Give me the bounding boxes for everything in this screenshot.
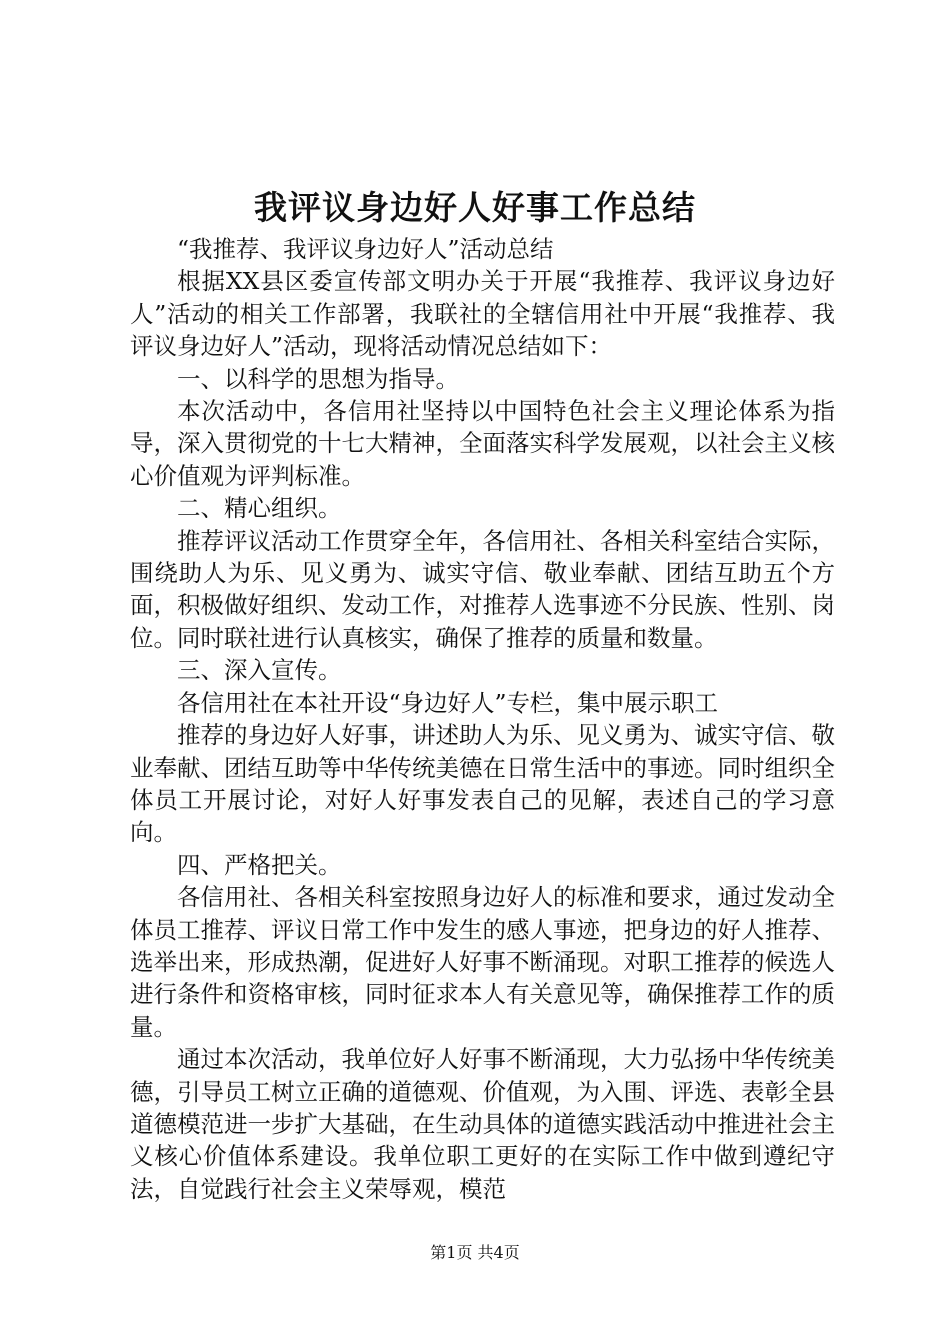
- document-body: [130, 233, 835, 1205]
- paragraph-subtitle: “我推荐、我评议身边好人”活动总结: [177, 235, 554, 263]
- section-heading-3: 三、深入宣传。: [177, 656, 342, 685]
- paragraph-section-3b: 推荐的身边好人好事，讲述助人为乐、见义勇为、诚实守信、敬业奉献、团结互助等中华传统美德在日常生活中的事迹。同时组织全体员工开展讨论，对好人好事发表自己的见解，表述自己的学习意向。: [130, 721, 835, 847]
- section-heading-4: 四、严格把关。: [177, 850, 342, 879]
- paragraph-section-3a: 各信用社在本社开设“身边好人”专栏，集中展示职工: [177, 688, 719, 717]
- paragraph-section-2: 推荐评议活动工作贯穿全年，各信用社、各相关科室结合实际，围绕助人为乐、见义勇为、诚实守信、敬业奉献、团结互助五个方面，积极做好组织、发动工作，对推荐人选事迹不分民族、性别、岗位。同时联社进行认真核实，确保了推荐的质量和数量。: [130, 526, 835, 652]
- paragraph-conclusion: 通过本次活动，我单位好人好事不断涌现，大力弘扬中华传统美德，引导员工树立正确的道德观、价值观，为入围、评选、表彰全县道德模范进一步扩大基础，在生动具体的道德实践活动中推进社会主义核心价值体系建设。我单位职工更好的在实际工作中做到遵纪守法，自觉践行社会主义荣辱观，模范: [130, 1045, 835, 1203]
- paragraph-intro: 根据XX县区委宣传部文明办关于开展“我推荐、我评议身边好人”活动的相关工作部署，我联社的全辖信用社中开展“我推荐、我评议身边好人”活动，现将活动情况总结如下：: [130, 267, 835, 361]
- paragraph-section-1: 本次活动中，各信用社坚持以中国特色社会主义理论体系为指导，深入贯彻党的十七大精神，全面落实科学发展观，以社会主义核心价值观为评判标准。: [130, 397, 835, 490]
- document-title: 我评议身边好人好事工作总结: [254, 188, 696, 227]
- section-heading-2: 二、精心组织。: [177, 494, 342, 523]
- section-heading-1: 一、以科学的思想为指导。: [177, 364, 459, 393]
- paragraph-section-4: 各信用社、各相关科室按照身边好人的标准和要求，通过发动全体员工推荐、评议日常工作中发生的感人事迹，把身边的好人推荐、选举出来，形成热潮，促进好人好事不断涌现。对职工推荐的候选人进行条件和资格审核，同时征求本人有关意见等，确保推荐工作的质量。: [130, 883, 835, 1041]
- page-number-footer: 第1页 共4页: [430, 1243, 520, 1262]
